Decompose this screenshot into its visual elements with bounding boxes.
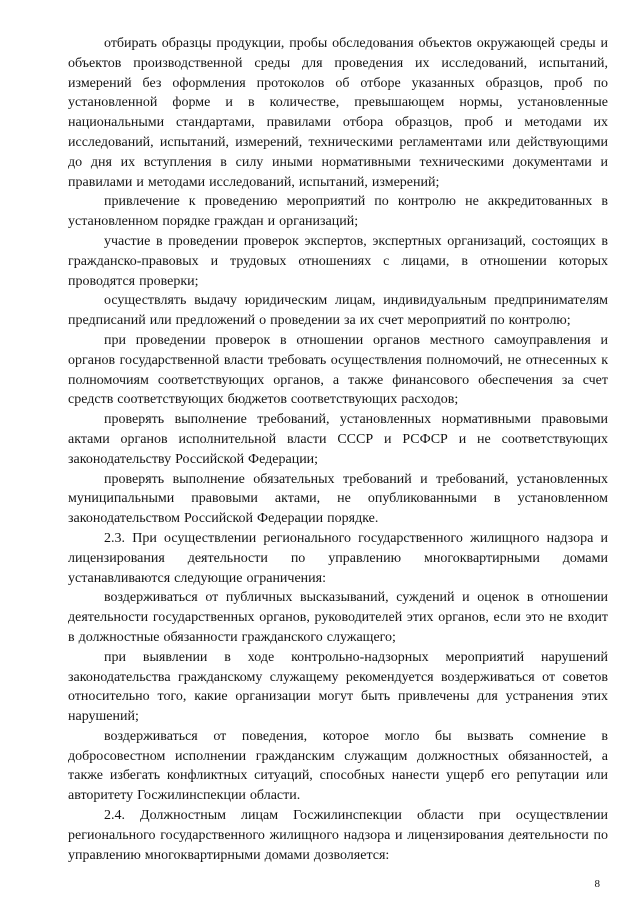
paragraph-municipal-acts: проверять выполнение обязательных требований и требований, установленных муниципальными правовыми актами, не опубликованными в установленном законодательством Российской Федерации порядке. — [68, 471, 608, 527]
paragraph-behavior-restriction: воздерживаться от поведения, которое могло бы вызвать сомнение в добросовестном исполнении гражданским служащим должностных обязанностей, а также избегать конфликтных ситуаций, способных нанести ущерб его репутации или авторитету Госжилинспекции области. — [68, 728, 608, 804]
paragraph-local-government-checks: при проведении проверок в отношении органов местного самоуправления и органов государственной власти требовать осуществления полномочий, не отнесенных к полномочиям соответствующих органов, а также финансового обеспечения за счет средств соответствующих бюджетов соответствующих расходов; — [68, 332, 608, 408]
paragraph-issuing-orders: осуществлять выдачу юридическим лицам, индивидуальным предпринимателям предписаний или предложений о проведении за их счет мероприятий по контролю; — [68, 293, 608, 329]
paragraph-public-statements: воздерживаться от публичных высказываний, суждений и оценок в отношении деятельности государственных органов, руководителей этих органов, если это не входит в должностные обязанности гражданского служащего; — [68, 590, 608, 645]
paragraph-section-2-4: 2.4. Должностным лицам Госжилинспекции области при осуществлении регионального государственного жилищного надзора и лицензирования деятельности по управлению многоквартирными домами дозволяется: — [68, 808, 608, 863]
paragraph-advice-restriction: при выявлении в ходе контрольно-надзорных мероприятий нарушений законодательства гражданскому служащему рекомендуется воздерживаться от советов относительно того, какие организации могут быть привлечены для устранения этих нарушений; — [68, 649, 608, 725]
paragraph-ussr-acts: проверять выполнение требований, установленных нормативными правовыми актами органов исполнительной власти СССР и РСФСР и не соответствующих законодательству Российской Федерации; — [68, 412, 608, 467]
paragraph-unaccredited-persons: привлечение к проведению мероприятий по контролю не аккредитованных в установленном порядке граждан и организаций; — [68, 194, 608, 230]
paragraph-section-2-3: 2.3. При осуществлении регионального государственного жилищного надзора и лицензирования деятельности по управлению многоквартирными домами устанавливаются следующие ограничения: — [68, 530, 608, 586]
document-page — [68, 34, 608, 865]
paragraph-expert-participation: участие в проведении проверок экспертов, экспертных организаций, состоящих в гражданско-правовых и трудовых отношениях с лицами, в отношении которых проводятся проверки; — [68, 233, 608, 289]
page-number: 8 — [594, 878, 600, 890]
paragraph-sampling-restrictions: отбирать образцы продукции, пробы обследования объектов окружающей среды и объектов производственной среды для проведения их исследований, испытаний, измерений без оформления протоколов об отборе указанных образцов, проб по установленной форме и в количестве, превышающем нормы, установленные национальными стандартами, правилами отбора образцов, проб и методами их исследований, испытаний, измерений, техническими регламентами или действующими до дня их вступления в силу иными нормативными техническими документами и правилами и методами исследований, испытаний, измерений; — [68, 36, 608, 190]
